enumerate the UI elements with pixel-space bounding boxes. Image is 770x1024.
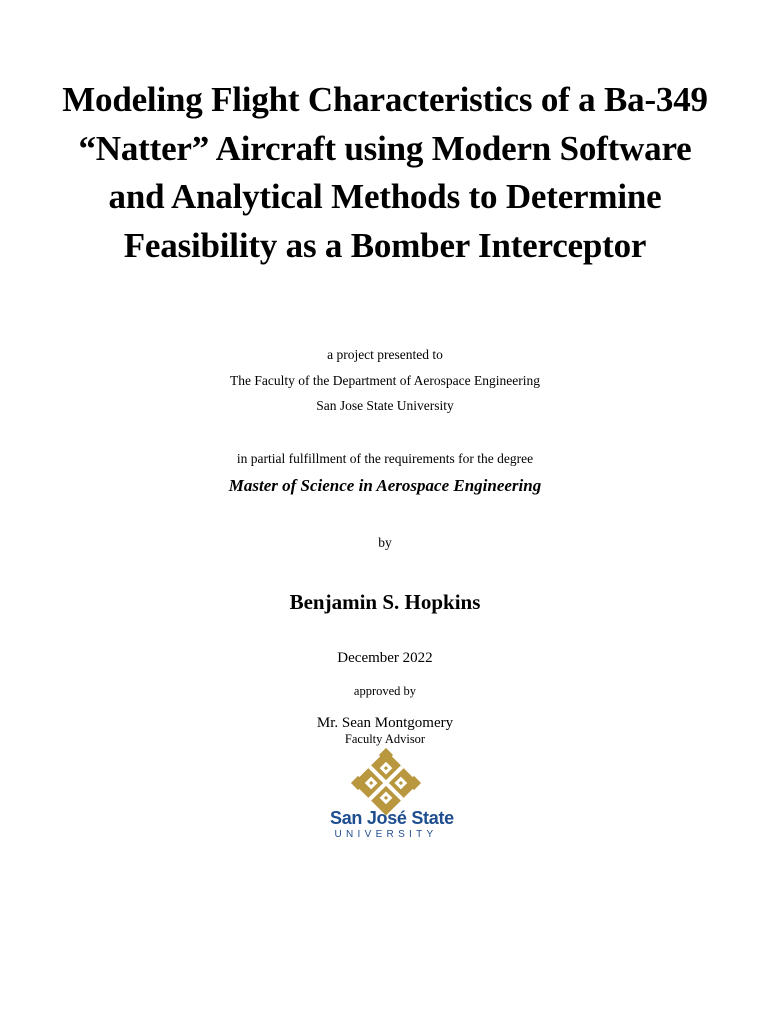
by-label: by (378, 535, 392, 550)
advisor-name: Mr. Sean Montgomery (316, 715, 454, 731)
degree-name: Master of Science in Aerospace Engineering (228, 476, 542, 495)
approved-by-label: approved by (353, 684, 417, 698)
submission-date: December 2022 (337, 650, 433, 666)
presented-to: a project presented to (327, 347, 443, 362)
document-title: Modeling Flight Characteristics of a Ba-349 “Natter” Aircraft using Modern Software and Analytical Methods to Determine Feasibility as a Bomber Interceptor (62, 80, 708, 265)
advisor-role: Faculty Advisor (344, 732, 426, 746)
logo-university-subtitle: UNIVERSITY (334, 829, 438, 840)
faculty-department: The Faculty of the Department of Aerospace Engineering (229, 373, 540, 388)
author-name: Benjamin S. Hopkins (289, 590, 481, 614)
fulfillment-statement: in partial fulfillment of the requirements for the degree (236, 451, 534, 466)
logo-university-name: San José State (330, 808, 454, 828)
university-name: San Jose State University (316, 398, 454, 413)
